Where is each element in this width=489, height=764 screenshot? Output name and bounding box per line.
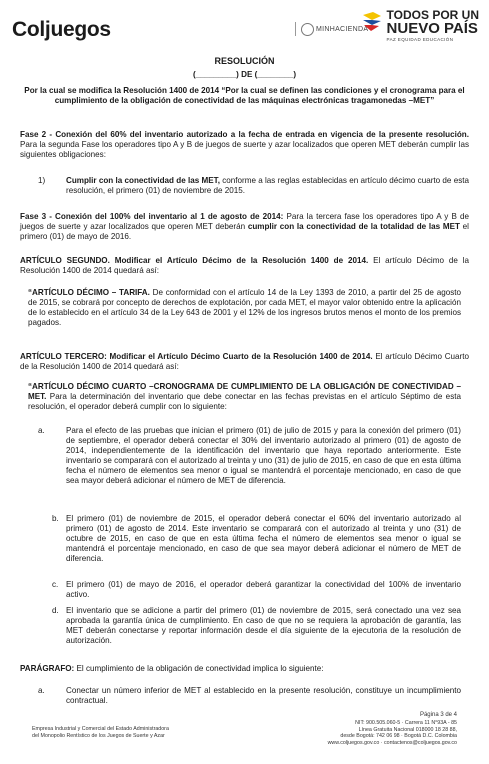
document-body [20, 56, 470, 705]
list-item-a: a. Para el efecto de las pruebas que inician el primero (01) de julio de 2015 y para la conexión del primero (01) de septiembre, el operador deberá conectar el 30% del inventario autorizado al primero (01) de agosto de 2014, independientemente de la identificación del inventario que haya reportado anteriormente. Este inventario se comparará con el autorizado al treinta y uno (31) de julio de 2015, en caso de que en esta última fecha el número de elementos sea menor o igual se mantendrá el porcentaje mencionado, en caso de que sea mayor deberá adicionar el número de MET de diferencia. [38, 426, 461, 485]
divider [295, 22, 296, 36]
todos-por-un-nuevo-pais-logo [387, 9, 479, 43]
letterhead [0, 0, 489, 50]
fase2-paragraph: Fase 2 - Conexión del 60% del inventario autorizado a la fecha de entrada en vigencia de la presente resolución. Para la segunda Fase los operadores tipo A y B de juegos de suerte y azar localizados que operen MET deberán cumplir las siguientes obligaciones: [20, 130, 469, 159]
coljuegos-logo: Coljuegos [12, 18, 111, 41]
list-item-b: b. El primero (01) de noviembre de 2015, el operador deberá conectar el 60% del inventario autorizado al primero (01) de agosto de 2014. Este inventario se comparará con el autorizado al treinta y uno (31) de octubre de 2015, en caso de que en esta última fecha el número de elementos sea menor o igual se mantendrá el porcentaje mencionado, en caso de que sea mayor deberá adicionar el número de MET de diferencia. [52, 514, 461, 563]
doc-subtitle: Por la cual se modifica la Resolución 1400 de 2014 “Por la cual se definen las condiciones y el cronograma para el cumplimiento de la obligación de conectividad de las máquinas electrónicas tragamonedas –MET” [24, 86, 465, 105]
fase3-paragraph: Fase 3 - Conexión del 100% del inventario al 1 de agosto de 2014: Para la tercera fase los operadores tipo A y B de juegos de suerte y azar localizados que operen MET deberán cumplir con la conectividad de la totalidad de las MET el primero (01) de mayo de 2016. [20, 212, 470, 241]
doc-number-line: (_________) DE (________) [192, 70, 297, 79]
doc-title: RESOLUCIÓN [214, 56, 275, 66]
logo-line-2: NUEVO PAÍS [386, 20, 478, 37]
articulo-segundo-heading: ARTÍCULO SEGUNDO. Modificar el Artículo Décimo de la Resolución 1400 de 2014. El artículo Décimo de la Resolución 1400 de 2014 quedará así: [20, 256, 469, 275]
list-item-1: 1) Cumplir con la conectividad de las MET, conforme a las reglas establecidas en artículo décimo cuarto de esta resolución, el primero (01) de noviembre de 2015. [38, 176, 469, 195]
seal-icon [301, 23, 314, 36]
logo-line-1: TODOS POR UN [386, 8, 479, 22]
list-item-c: c. El primero (01) de mayo de 2016, el operador deberá garantizar la conectividad del 100% de inventario activo. [52, 580, 461, 599]
paragrafo-heading: PARÁGRAFO: El cumplimiento de la obligación de conectividad implica lo siguiente: [20, 664, 324, 673]
list-item-d: d. El inventario que se adicione a partir del primero (01) de noviembre de 2015, será conectado una vez sea aprobada la garantía única de cumplimiento. En caso de que no se requiera la aprobación de garantía, las MET deberán conectarse y reportar información desde el día siguiente de la ejecutoria de la resolución de autorización. [52, 606, 461, 645]
page-number: Página 3 de 4 [419, 712, 457, 718]
articulo-decimo-quote: “ARTÍCULO DÉCIMO – TARIFA. De conformidad con el artículo 14 de la Ley 1393 de 2010, a partir del 25 de agosto de 2015, se cobrará por concepto de derechos de explotación, por cada MET, el mayor valor obtenido entre la aplicación de lo establecido en el artículo 34 de la Ley 643 de 2001 y el 12% de los ingresos brutos menos el monto de los premios pagados. [28, 288, 461, 327]
footer-left: Empresa Industrial y Comercial del Estado Administradora del Monopolio Rentístico de los Juegos de Suerte y Azar [32, 726, 169, 739]
flag-icon [361, 11, 383, 33]
footer-right: NIT: 900.505.060-5 · Carrera 11 N°93A - 85 Línea Gratuita Nacional 018000 18 28 88, desde Bogotá: 742 06 98 · Bogotá D.C. Colombia www.coljuegos.gov.co · contactenos@coljuegos.gov.co [327, 720, 457, 746]
logo-line-3: PAZ EQUIDAD EDUCACIÓN [386, 37, 454, 42]
articulo-tercero-heading: ARTÍCULO TERCERO: Modificar el Artículo Décimo Cuarto de la Resolución 1400 de 2014. El artículo Décimo Cuarto de la Resolución 1400 de 2014 quedará así: [20, 352, 469, 371]
articulo-decimo-cuarto-quote: “ARTÍCULO DÉCIMO CUARTO –CRONOGRAMA DE CUMPLIMIENTO DE LA OBLIGACIÓN DE CONECTIVIDAD – MET. Para la determinación del inventario que debe conectar en las fechas previstas en el artículo Séptimo de esta resolución, el operador deberá cumplir con lo siguiente: [28, 382, 461, 411]
minhacienda-logo: MINHACIENDA [290, 22, 368, 36]
paragrafo-item-a: a. Conectar un número inferior de MET al establecido en la presente resolución, constituye un incumplimiento contractual. [38, 686, 461, 705]
